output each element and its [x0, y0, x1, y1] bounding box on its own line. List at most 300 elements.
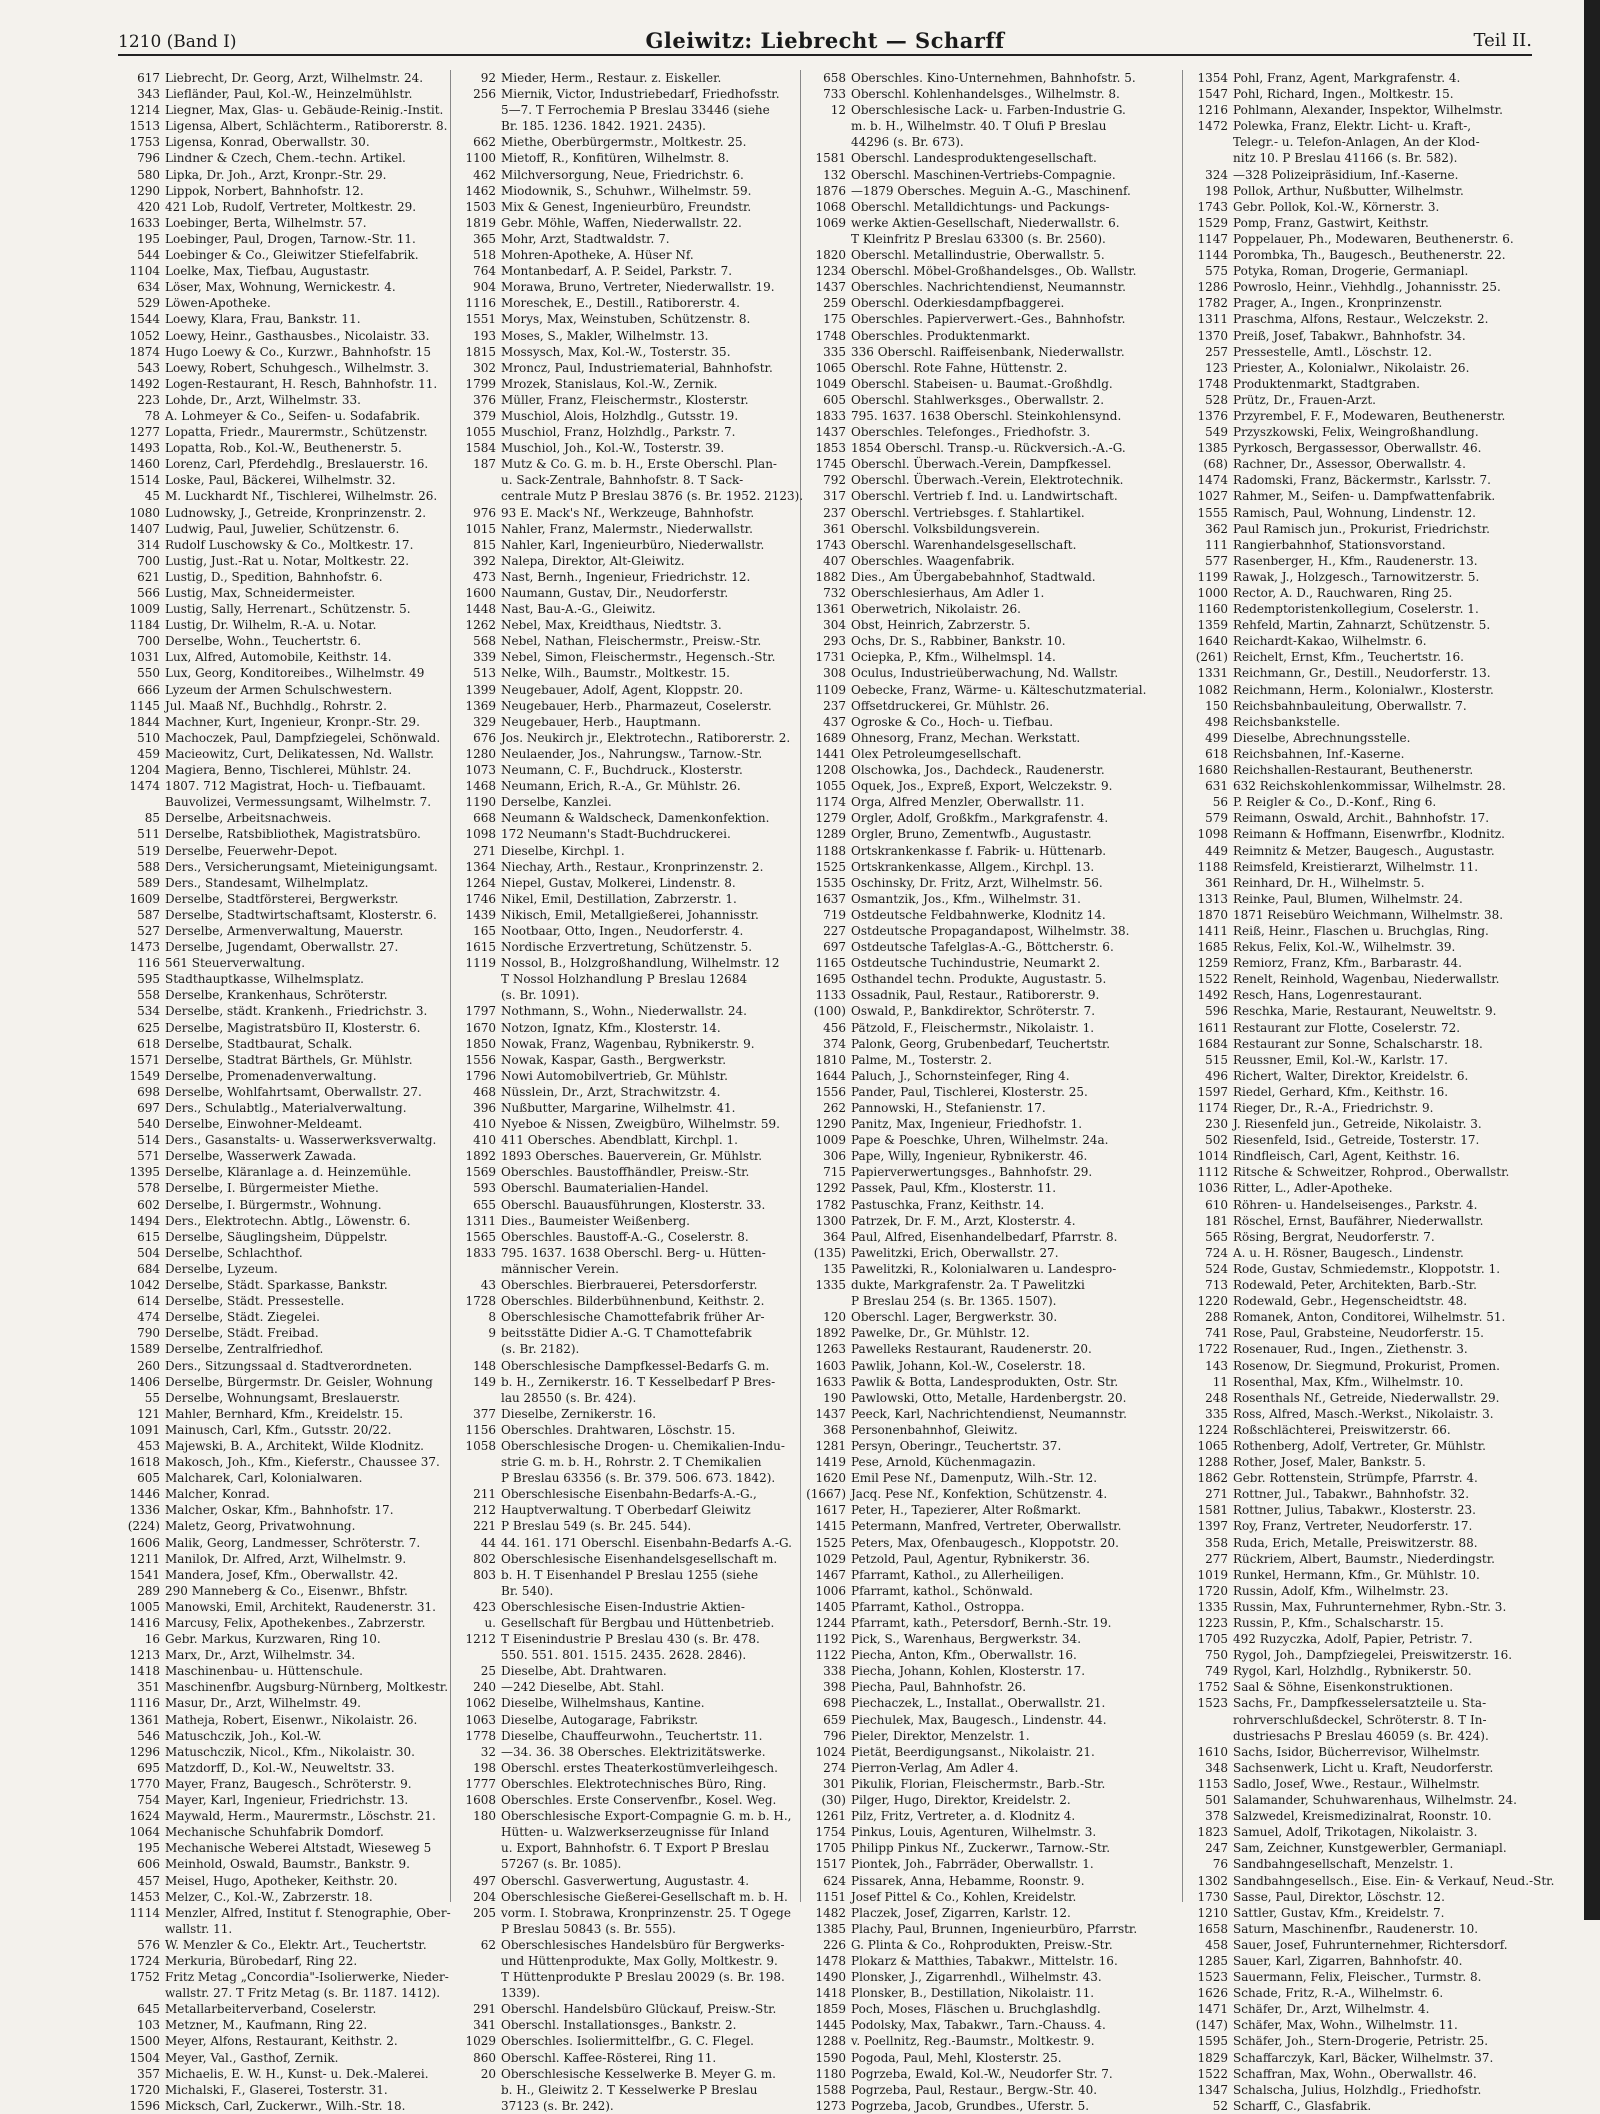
directory-entry — [804, 891, 1178, 907]
phone-number: 1116 — [129, 1696, 160, 1711]
phone-number: 602 — [137, 1197, 160, 1212]
entry-text: Meisel, Hugo, Apotheker, Keithstr. 20. — [165, 1873, 398, 1888]
directory-entry — [454, 810, 796, 826]
directory-entry — [118, 1470, 446, 1486]
entry-text: Dieselbe, Chauffeurwohn., Teuchertstr. 11. — [501, 1728, 763, 1743]
phone-number: 1522 — [1197, 972, 1228, 987]
phone-number: 1462 — [465, 183, 496, 198]
entry-text: Reichsbahnen, Inf.-Kaserne. — [1233, 746, 1405, 761]
directory-entry — [1186, 1229, 1572, 1245]
directory-entry — [118, 794, 446, 810]
entry-text: Plachy, Paul, Brunnen, Ingenieurbüro, Pfarrstr. — [851, 1921, 1138, 1936]
entry-text: Rodewald, Gebr., Hegenscheidtstr. 48. — [1233, 1294, 1468, 1309]
phone-number: 329 — [473, 714, 496, 729]
directory-entry — [1186, 472, 1572, 488]
entry-text: Ossadnik, Paul, Restaur., Ratiborerstr. 9. — [851, 988, 1100, 1003]
entry-text: Loewy, Robert, Schuhgesch., Wilhelmstr. 3. — [165, 360, 429, 375]
directory-entry — [804, 1470, 1178, 1486]
phone-number: 514 — [137, 1133, 160, 1148]
phone-number: 524 — [1205, 1261, 1228, 1276]
entry-text: 37123 (s. Br. 242). — [501, 2098, 614, 2113]
directory-entry — [804, 762, 1178, 778]
entry-text: Salamander, Schuhwarenhaus, Wilhelmstr. 24. — [1233, 1793, 1517, 1808]
directory-entry — [1186, 1084, 1572, 1100]
phone-number: 534 — [137, 1004, 160, 1019]
phone-number: 1262 — [465, 618, 496, 633]
phone-number: 578 — [137, 1181, 160, 1196]
entry-text: Oberschl. Möbel-Großhandelsges., Ob. Wallstr. — [851, 264, 1137, 279]
phone-number: 1395 — [129, 1165, 160, 1180]
entry-text: Reichsbankstelle. — [1233, 714, 1341, 729]
entry-text: Derselbe, Jugendamt, Oberwallstr. 27. — [165, 940, 399, 955]
entry-text: Potyka, Roman, Drogerie, Germaniapl. — [1233, 264, 1469, 279]
entry-text: Derselbe, Säuglingsheim, Düppelstr. — [165, 1229, 388, 1244]
directory-entry — [118, 392, 446, 408]
entry-text: Ross, Alfred, Masch.-Werkst., Nikolaistr. 3. — [1233, 1406, 1494, 1421]
phone-number: 1397 — [1197, 1519, 1228, 1534]
phone-number: 1292 — [815, 1181, 846, 1196]
phone-number: 198 — [473, 1760, 496, 1775]
directory-entry — [118, 279, 446, 295]
directory-entry — [1186, 1663, 1572, 1679]
phone-number: 1029 — [815, 1551, 846, 1566]
entry-text: Piechaczek, L., Installat., Oberwallstr. 21. — [851, 1696, 1106, 1711]
phone-number: 1364 — [465, 859, 496, 874]
directory-entry — [454, 1583, 796, 1599]
phone-number: 410 — [473, 1133, 496, 1148]
phone-number: 1064 — [129, 1825, 160, 1840]
phone-number: 12 — [830, 103, 846, 118]
entry-text: Pogoda, Paul, Mehl, Klosterstr. 25. — [851, 2050, 1062, 2065]
directory-entry — [118, 778, 446, 794]
entry-text: Derselbe, Stadtwirtschaftsamt, Klosterstr. 6. — [165, 907, 437, 922]
phone-number: 1029 — [465, 2034, 496, 2049]
phone-number: 1754 — [815, 1825, 846, 1840]
directory-entry — [1186, 1792, 1572, 1808]
phone-number: 1277 — [129, 425, 160, 440]
entry-text: Poppelauer, Ph., Modewaren, Beuthenerstr. 6. — [1233, 231, 1514, 246]
entry-text: Pawelitzki, R., Kolonialwaren u. Landespro- — [851, 1261, 1117, 1276]
directory-entry — [804, 859, 1178, 875]
phone-number: 407 — [823, 553, 846, 568]
entry-text: Piecha, Paul, Bahnhofstr. 26. — [851, 1680, 1027, 1695]
entry-text: 561 Steuerverwaltung. — [165, 956, 306, 971]
directory-entry — [118, 1937, 446, 1953]
phone-number: 1603 — [815, 1358, 846, 1373]
phone-number: 120 — [823, 1310, 846, 1325]
entry-text: 44296 (s. Br. 673). — [851, 135, 964, 150]
entry-text: Oswald, P., Bankdirektor, Schröterstr. 7. — [851, 1004, 1096, 1019]
entry-text: Muschiol, Franz, Holzhdlg., Parkstr. 7. — [501, 425, 736, 440]
entry-text: Sachsenwerk, Licht u. Kraft, Neudorferstr. — [1233, 1760, 1494, 1775]
directory-entry — [1186, 1840, 1572, 1856]
phone-number: 193 — [473, 328, 496, 343]
entry-text: Derselbe, Wohn., Teuchertstr. 6. — [165, 634, 362, 649]
directory-entry — [804, 1535, 1178, 1551]
phone-number: 121 — [137, 1406, 160, 1421]
directory-entry — [118, 1180, 446, 1196]
phone-number: 1853 — [815, 441, 846, 456]
entry-text: Oberschlesische Drogen- u. Chemikalien-Indu- — [501, 1438, 785, 1453]
phone-number: 291 — [473, 2002, 496, 2017]
entry-text: 44. 161. 171 Oberschl. Eisenbahn-Bedarfs A.-G. — [501, 1535, 792, 1550]
directory-entry — [118, 569, 446, 585]
entry-text: Pissarek, Anna, Hebamme, Roonstr. 9. — [851, 1873, 1085, 1888]
phone-number: 361 — [823, 521, 846, 536]
directory-entry — [804, 649, 1178, 665]
phone-number: 348 — [1205, 1760, 1228, 1775]
entry-text: Orgler, Bruno, Zementwfb., Augustastr. — [851, 827, 1092, 842]
entry-text: Porombka, Th., Baugesch., Beuthenerstr. 22. — [1233, 248, 1506, 263]
directory-entry — [118, 1341, 446, 1357]
directory-entry — [804, 553, 1178, 569]
phone-number: 302 — [473, 360, 496, 375]
entry-text: Pannowski, H., Stefanienstr. 17. — [851, 1101, 1046, 1115]
phone-number: 1280 — [465, 746, 496, 761]
directory-entry — [118, 649, 446, 665]
phone-number: 1522 — [1197, 2066, 1228, 2081]
entry-text: Rottner, Jul., Tabakwr., Bahnhofstr. 32. — [1233, 1487, 1470, 1502]
phone-number: 1728 — [465, 1294, 496, 1309]
phone-number: 617 — [137, 71, 160, 85]
directory-entry — [1186, 1873, 1572, 1889]
directory-entry — [1186, 1631, 1572, 1647]
phone-number: 1188 — [1197, 859, 1228, 874]
entry-text: Maschinenfbr. Augsburg-Nürnberg, Moltkestr. — [165, 1680, 449, 1695]
phone-number: 1116 — [465, 296, 496, 311]
directory-entry — [454, 2033, 796, 2049]
directory-entry — [454, 939, 796, 955]
entry-text: Derselbe, Stadtrat Bärthels, Gr. Mühlstr. — [165, 1052, 413, 1067]
directory-entry — [804, 440, 1178, 456]
directory-entry — [118, 295, 446, 311]
directory-entry — [804, 794, 1178, 810]
directory-entry — [804, 1052, 1178, 1068]
directory-entry — [118, 424, 446, 440]
directory-entry — [804, 698, 1178, 714]
phone-number: 459 — [137, 746, 160, 761]
entry-text: Oberschlesische Eisenbahn-Bedarfs-A.-G., — [501, 1487, 757, 1502]
phone-number: 540 — [137, 1117, 160, 1132]
entry-text: Neumann & Waldscheck, Damenkonfektion. — [501, 811, 770, 826]
phone-number: 497 — [473, 1873, 496, 1888]
directory-entry — [1186, 1744, 1572, 1760]
phone-number: 288 — [1205, 1310, 1228, 1325]
directory-entry — [1186, 215, 1572, 231]
entry-text: 1807. 712 Magistrat, Hoch- u. Tiefbauamt. — [165, 779, 426, 794]
entry-text: Nothmann, S., Wohn., Niederwallstr. 24. — [501, 1004, 747, 1019]
entry-text: Reschka, Marie, Restaurant, Neuweltstr. 9. — [1233, 1004, 1497, 1019]
entry-text: u. Sack-Zentrale, Bahnhofstr. 8. T Sack- — [501, 473, 744, 488]
directory-entry — [804, 1180, 1178, 1196]
entry-text: Rahmer, M., Seifen- u. Dampfwattenfabrik. — [1233, 489, 1496, 504]
directory-entry — [1186, 2082, 1572, 2098]
phone-number: 335 — [1205, 1406, 1228, 1421]
entry-text: b. H., Gleiwitz 2. T Kesselwerke P Breslau — [501, 2082, 758, 2097]
directory-entry — [118, 955, 446, 971]
directory-entry — [804, 1953, 1178, 1969]
phone-number: 1133 — [815, 988, 846, 1003]
entry-text: Oberschl. Metallindustrie, Oberwallstr. 5. — [851, 248, 1105, 263]
directory-entry — [454, 1325, 796, 1341]
phone-number: 55 — [144, 1390, 160, 1405]
phone-number: 1289 — [815, 827, 846, 842]
entry-text: Schäfer, Dr., Arzt, Wilhelmstr. 4. — [1233, 2002, 1430, 2017]
entry-text: T Hüttenprodukte P Breslau 20029 (s. Br. 198. — [501, 1970, 785, 1985]
phone-number: 20 — [480, 2066, 496, 2081]
directory-entry — [454, 311, 796, 327]
phone-number: 1620 — [815, 1471, 846, 1486]
entry-text: Offsetdruckerei, Gr. Mühlstr. 26. — [851, 698, 1050, 713]
entry-text: Lindner & Czech, Chem.-techn. Artikel. — [165, 151, 406, 166]
directory-entry — [454, 1213, 796, 1229]
phone-number: 1820 — [815, 248, 846, 263]
phone-number: 1145 — [129, 698, 160, 713]
directory-entry — [118, 1663, 446, 1679]
phone-number: 1870 — [1197, 907, 1228, 922]
directory-entry — [454, 1647, 796, 1663]
phone-number: 1633 — [815, 1374, 846, 1389]
entry-text: Melzer, C., Kol.-W., Zabrzerstr. 18. — [165, 1889, 373, 1904]
directory-entry — [454, 1100, 796, 1116]
entry-text: Ostdeutsche Tafelglas-A.-G., Böttcherstr. 6. — [851, 940, 1114, 955]
phone-number: 750 — [1205, 1648, 1228, 1663]
entry-text: Majewski, B. A., Architekt, Wilde Klodnitz. — [165, 1438, 424, 1453]
directory-entry — [454, 1180, 796, 1196]
entry-text: P Breslau 63356 (s. Br. 379. 506. 673. 1842). — [501, 1471, 776, 1486]
directory-entry — [118, 328, 446, 344]
entry-text: Rasenberger, H., Kfm., Raudenerstr. 13. — [1233, 553, 1478, 568]
phone-number: 529 — [137, 296, 160, 311]
entry-text: Josef Pittel & Co., Kohlen, Kreidelstr. — [851, 1889, 1077, 1904]
directory-entry — [804, 1873, 1178, 1889]
entry-text: Reichelt, Ernst, Kfm., Teuchertstr. 16. — [1233, 650, 1464, 665]
phone-number: 658 — [823, 71, 846, 85]
directory-entry — [454, 328, 796, 344]
entry-text: Jos. Neukirch jr., Elektrotechn., Ratiborerstr. 2. — [501, 730, 791, 745]
directory-entry — [1186, 1052, 1572, 1068]
entry-text: dustriesachs P Breslau 46059 (s. Br. 424). — [1233, 1728, 1489, 1743]
phone-number: 1833 — [465, 1245, 496, 1260]
entry-text: Moses, S., Makler, Wilhelmstr. 13. — [501, 328, 709, 343]
entry-text: Polewka, Franz, Elektr. Licht- u. Kraft-, — [1233, 119, 1472, 134]
phone-number: 571 — [137, 1149, 160, 1164]
phone-number: 32 — [480, 1744, 496, 1759]
entry-text: Derselbe, Kläranlage a. d. Heinzemühle. — [165, 1165, 412, 1180]
entry-text: 57267 (s. Br. 1085). — [501, 1857, 622, 1872]
directory-entry — [804, 2033, 1178, 2049]
directory-entry — [118, 1615, 446, 1631]
phone-number: 1584 — [465, 441, 496, 456]
phone-number: 1174 — [1197, 1101, 1228, 1115]
directory-entry — [118, 1695, 446, 1711]
directory-entry — [454, 1712, 796, 1728]
directory-entry — [454, 1856, 796, 1872]
entry-text: Oberschlesische Eisen-Industrie Aktien- — [501, 1599, 745, 1614]
directory-entry — [118, 521, 446, 537]
directory-entry — [1186, 698, 1572, 714]
directory-entry — [1186, 1535, 1572, 1551]
directory-entry — [1186, 569, 1572, 585]
directory-entry — [118, 1808, 446, 1824]
phone-number: 1618 — [129, 1455, 160, 1470]
entry-text: Derselbe, Armenverwaltung, Mauerstr. — [165, 923, 404, 938]
entry-text: (s. Br. 2182). — [501, 1342, 580, 1357]
directory-entry — [1186, 1502, 1572, 1518]
directory-entry — [118, 665, 446, 681]
phone-number: 1482 — [815, 1905, 846, 1920]
phone-number: (68) — [1203, 457, 1228, 472]
directory-entry — [1186, 730, 1572, 746]
entry-text: Resch, Hans, Logenrestaurant. — [1233, 988, 1423, 1003]
directory-entry — [1186, 714, 1572, 730]
entry-text: Sadlo, Josef, Wwe., Restaur., Wilhelmstr. — [1233, 1776, 1480, 1791]
entry-text: dukte, Markgrafenstr. 2a. T Pawelitzki — [851, 1278, 1085, 1293]
phone-number: 293 — [823, 634, 846, 649]
directory-entry — [454, 987, 796, 1003]
directory-entry — [454, 907, 796, 923]
entry-text: Reussner, Emil, Kol.-W., Karlstr. 17. — [1233, 1052, 1448, 1067]
entry-text: Loebinger, Berta, Wilhelmstr. 57. — [165, 215, 367, 230]
entry-text: Renelt, Reinhold, Wagenbau, Niederwallstr. — [1233, 972, 1500, 987]
phone-number: 379 — [473, 408, 496, 423]
entry-text: beitsstätte Didier A.-G. T Chamottefabrik — [501, 1326, 752, 1341]
phone-number: 860 — [473, 2050, 496, 2065]
phone-number: 301 — [823, 1776, 846, 1791]
entry-text: wallstr. 11. — [165, 1921, 233, 1936]
phone-number: 368 — [823, 1422, 846, 1437]
phone-number: 1503 — [465, 199, 496, 214]
entry-text: Sattler, Gustav, Kfm., Kreidelstr. 7. — [1233, 1905, 1445, 1920]
entry-text: Pinkus, Louis, Agenturen, Wilhelmstr. 3. — [851, 1825, 1097, 1840]
directory-entry — [1186, 1422, 1572, 1438]
entry-text: Notzon, Ignatz, Kfm., Klosterstr. 14. — [501, 1020, 721, 1035]
directory-entry — [118, 1309, 446, 1325]
entry-text: Merkuria, Bürobedarf, Ring 22. — [165, 1953, 358, 1968]
entry-text: —34. 36. 38 Obersches. Elektrizitätswerke. — [501, 1744, 766, 1759]
directory-entry — [454, 714, 796, 730]
directory-entry — [804, 1422, 1178, 1438]
directory-entry — [804, 1438, 1178, 1454]
phone-number: 1467 — [815, 1567, 846, 1582]
directory-entry — [804, 1921, 1178, 1937]
phone-number: 1460 — [129, 457, 160, 472]
directory-entry — [118, 730, 446, 746]
directory-entry — [454, 1245, 796, 1261]
directory-entry — [804, 1486, 1178, 1502]
entry-text: Oberschles. Kino-Unternehmen, Bahnhofstr. 5. — [851, 71, 1136, 85]
directory-entry — [118, 102, 446, 118]
directory-entry — [454, 1309, 796, 1325]
directory-entry — [804, 955, 1178, 971]
phone-number: 1514 — [129, 473, 160, 488]
phone-number: (1667) — [806, 1487, 846, 1502]
directory-entry — [1186, 150, 1572, 166]
entry-text: Rygol, Karl, Holzhdlg., Rybnikerstr. 50. — [1233, 1664, 1472, 1679]
directory-entry — [454, 585, 796, 601]
entry-text: Montanbedarf, A. P. Seidel, Parkstr. 7. — [501, 264, 733, 279]
entry-text: Rachner, Dr., Assessor, Oberwallstr. 4. — [1233, 457, 1466, 472]
phone-number: 796 — [823, 1728, 846, 1743]
directory-entry — [1186, 987, 1572, 1003]
directory-entry — [804, 826, 1178, 842]
directory-entry — [1186, 1438, 1572, 1454]
entry-text: Rösing, Bergrat, Neudorferstr. 7. — [1233, 1229, 1435, 1244]
entry-text: Pietät, Beerdigungsanst., Nikolaistr. 21. — [851, 1744, 1095, 1759]
phone-number: 1065 — [1197, 1438, 1228, 1453]
entry-text: Oberschles. Bilderbühnenbund, Keithstr. 2. — [501, 1294, 765, 1309]
directory-entry — [804, 746, 1178, 762]
entry-text: Metzner, M., Kaufmann, Ring 22. — [165, 2018, 368, 2033]
directory-entry — [804, 1309, 1178, 1325]
phone-number: 504 — [137, 1245, 160, 1260]
entry-text: Pohlmann, Alexander, Inspektor, Wilhelmstr. — [1233, 103, 1503, 118]
directory-entry — [454, 955, 796, 971]
phone-number: 1405 — [815, 1599, 846, 1614]
entry-text: —242 Dieselbe, Abt. Stahl. — [501, 1680, 665, 1695]
directory-entry — [118, 231, 446, 247]
directory-entry — [1186, 1132, 1572, 1148]
phone-number: 1743 — [815, 537, 846, 552]
directory-entry — [118, 859, 446, 875]
directory-entry — [1186, 843, 1572, 859]
directory-entry — [454, 1020, 796, 1036]
phone-number: (135) — [813, 1245, 846, 1260]
directory-entry — [804, 1889, 1178, 1905]
entry-text: Maschinenbau- u. Hüttenschule. — [165, 1664, 363, 1679]
phone-number: 1569 — [465, 1165, 496, 1180]
entry-text: Oberschl. Vertrieb f. Ind. u. Landwirtschaft. — [851, 489, 1118, 504]
directory-entry — [118, 1985, 446, 2001]
phone-number: 45 — [144, 489, 160, 504]
phone-number: 1722 — [1197, 1342, 1228, 1357]
directory-entry — [804, 311, 1178, 327]
phone-number: 575 — [1205, 264, 1228, 279]
phone-number: 605 — [137, 1471, 160, 1486]
phone-number: 546 — [137, 1728, 160, 1743]
directory-entry — [118, 1583, 446, 1599]
entry-text: Ritsche & Schweitzer, Rohprod., Oberwallstr. — [1233, 1165, 1510, 1180]
directory-entry — [118, 1518, 446, 1534]
entry-text: Oberschl. Stahlwerksges., Oberwallstr. 2. — [851, 392, 1105, 407]
phone-number: 1156 — [465, 1422, 496, 1437]
entry-text: 93 E. Mack's Nf., Werkzeuge, Bahnhofstr. — [501, 505, 755, 520]
phone-number: 732 — [823, 586, 846, 600]
entry-text: Derselbe, I. Bürgermstr., Wohnung. — [165, 1197, 382, 1212]
phone-number: 1892 — [465, 1149, 496, 1164]
entry-text: Müller, Franz, Fleischermstr., Klosterstr. — [501, 392, 749, 407]
entry-text: Dies., Am Übergabebahnhof, Stadtwald. — [851, 569, 1096, 584]
directory-entry — [1186, 376, 1572, 392]
entry-text: 1854 Oberschl. Transp.-u. Rückversich.-A.-G. — [851, 441, 1126, 456]
entry-text: Oberschl. Volksbildungsverein. — [851, 521, 1040, 536]
directory-entry — [1186, 2050, 1572, 2066]
phone-number: 1153 — [1197, 1776, 1228, 1791]
directory-entry — [118, 1325, 446, 1341]
directory-entry — [1186, 682, 1572, 698]
phone-number: 513 — [473, 666, 496, 681]
phone-number: 123 — [1205, 360, 1228, 375]
phone-number: 1055 — [815, 779, 846, 794]
directory-entry — [118, 1036, 446, 1052]
entry-text: Nyeboe & Nissen, Zweigbüro, Wilhelmstr. 59. — [501, 1117, 780, 1132]
entry-text: Scharff, C., Glasfabrik. — [1233, 2098, 1372, 2113]
entry-text: Derselbe, I. Bürgermeister Miethe. — [165, 1181, 379, 1196]
entry-text: Reimsfeld, Kreistierarzt, Wilhelmstr. 11. — [1233, 859, 1479, 874]
phone-number: 1290 — [815, 1117, 846, 1132]
directory-entry — [454, 1358, 796, 1374]
phone-number: 44 — [480, 1535, 496, 1550]
